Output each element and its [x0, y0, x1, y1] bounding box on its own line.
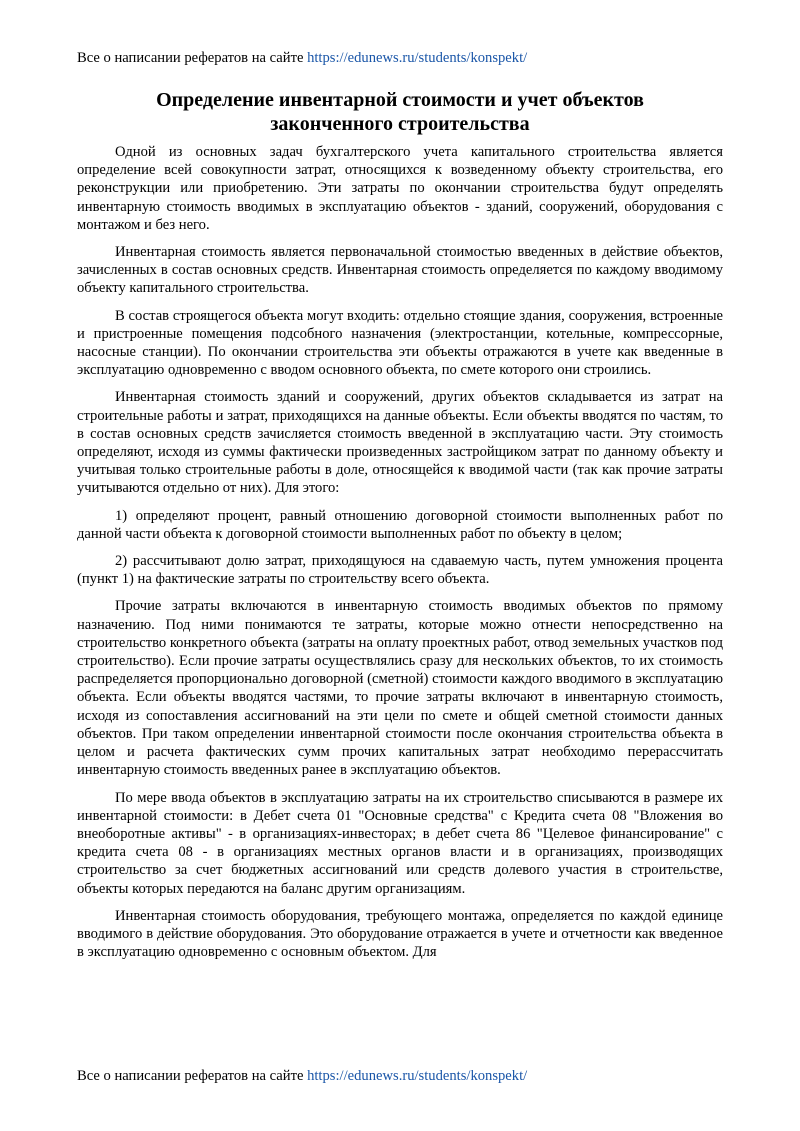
paragraph: Одной из основных задач бухгалтерского учета капитального строительства является определение всей совокупности затрат, относящихся к возведенному объекту строительства, его реконструкции или приобретению. Эти затраты по окончании строительства будут определять инвентарную стоимость вводимых в эксплуатацию объектов - зданий, сооружений, оборудования с монтажом и без него. [77, 144, 723, 233]
paragraph: 1) определяют процент, равный отношению договорной стоимости выполненных работ по данной части объекта к договорной стоимости выполненных работ по объекту в целом; [77, 507, 723, 542]
page-header [77, 49, 527, 67]
paragraph: Инвентарная стоимость зданий и сооружений, других объектов складывается из затрат на строительные работы и затрат, приходящихся на данные объекты. Если объекты вводятся по частям, то в состав основных средств зачисляется стоимость введенной в эксплуатацию части. Эту стоимость определяют, исходя из суммы фактически произведенных застройщиком затрат по данному объекту и учитывая только строительные работы в доле, относящейся к вводимой части (так как прочие затраты учитываются отдельно от них). Для этого: [77, 389, 723, 497]
title-line-2: законченного строительства [270, 113, 530, 135]
header-link[interactable]: https://edunews.ru/students/konspekt/ [307, 50, 528, 66]
header-text: Все о написании рефератов на сайте [77, 50, 308, 66]
document-title [77, 88, 723, 136]
paragraph: Инвентарная стоимость оборудования, требующего монтажа, определяется по каждой единице вводимого в действие оборудования. Это оборудование отражается в учете и отчетности как введенное в эксплуатацию одновременно с основным объектом. Для [77, 907, 723, 961]
paragraph: Прочие затраты включаются в инвентарную стоимость вводимых объектов по прямому назначению. Под ними понимаются те затраты, которые можно отнести непосредственно на строительство конкретного объекта (затраты на оплату проектных работ, отвод земельных участков под строительство). Если прочие затраты осуществлялись сразу для нескольких объектов, то их стоимость распределяется пропорционально договорной (сметной) стоимости каждого вводимого в эксплуатацию объекта. Если объекты вводятся частями, то прочие затраты включают в инвентарную стоимость, исходя из сопоставления ассигнований на эти цели по смете и общей сметной стоимости данных объектов. При таком определении инвентарной стоимости после окончания строительства объекта в целом и расчета фактических сумм прочих капитальных затрат необходимо перерассчитать инвентарную стоимость введенных ранее в эксплуатацию объектов. [77, 598, 723, 779]
paragraph: В состав строящегося объекта могут входить: отдельно стоящие здания, сооружения, встроенные и пристроенные помещения подсобного назначения (электростанции, котельные, компрессорные, насосные станции). По окончании строительства эти объекты отражаются в учете как введенные в эксплуатацию одновременно с вводом основного объекта, по смете которого они строились. [77, 307, 723, 379]
paragraph: По мере ввода объектов в эксплуатацию затраты на их строительство списываются в размере их инвентарной стоимости: в Дебет счета 01 "Основные средства" с Кредита счета 08 "Вложения во внеоборотные активы" - в организациях-инвесторах; в дебет счета 86 "Целевое финансирование" с кредита счета 08 - в организациях местных органов власти и в организациях, производящих строительство за счет бюджетных ассигнований или средств долевого участия в строительстве, объекты которых передаются на баланс другим организациям. [77, 789, 723, 897]
page-footer [77, 1067, 527, 1085]
paragraph: Инвентарная стоимость является первоначальной стоимостью введенных в действие объектов, зачисленных в состав основных средств. Инвентарная стоимость определяется по каждому вводимому объекту капитального строительства. [77, 244, 723, 297]
paragraph: 2) рассчитывают долю затрат, приходящуюся на сдаваемую часть, путем умножения процента (пункт 1) на фактические затраты по строительству всего объекта. [77, 553, 723, 588]
document-body [77, 143, 723, 970]
footer-link[interactable]: https://edunews.ru/students/konspekt/ [307, 1068, 528, 1084]
title-line-1: Определение инвентарной стоимости и учет объектов [156, 89, 644, 111]
footer-text: Все о написании рефератов на сайте [77, 1068, 308, 1084]
